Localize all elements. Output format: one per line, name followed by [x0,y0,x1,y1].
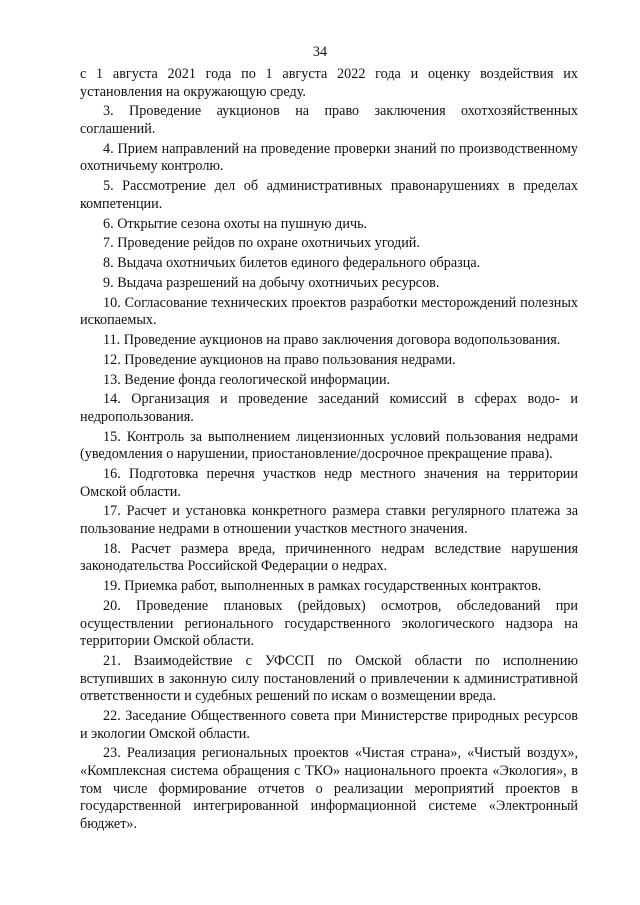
list-item-7: 7. Проведение рейдов по охране охотничьих угодий. [103,235,420,252]
list-item-17: 17. Расчет и установка конкретного размера ставки регулярного платежа за пользование недрами в отношении участков местного значения. [80,503,578,538]
list-item-11: 11. Проведение аукционов на право заключения договора водопользования. [103,332,561,348]
list-item-12: 12. Проведение аукционов на право пользования недрами. [103,351,456,368]
list-item-10: 10. Согласование технических проектов разработки месторождений полезных ископаемых. [80,294,578,329]
list-item-9: 9. Выдача разрешений на добычу охотничьих ресурсов. [103,274,440,291]
list-item-8: 8. Выдача охотничьих билетов единого федерального образца. [103,255,481,272]
list-item-3: 3. Проведение аукционов на право заключения охотхозяйственных соглашений. [80,103,578,137]
list-item-15: 15. Контроль за выполнением лицензионных условий пользования недрами (уведомления о нарушении, приостановление/досрочное прекращение права). [80,428,578,463]
list-item-6: 6. Открытие сезона охоты на пушную дичь. [103,215,368,232]
list-item-23: 23. Реализация региональных проектов «Чистая страна», «Чистый воздух», «Комплексная система обращения с ТКО» национального проекта «Экология», в том числе формирование отчетов о реализации мероприятий проектов в государственной интегрированной информационной системе «Электронный бюджет». [80,745,578,832]
list-item-14: 14. Организация и проведение заседаний комиссий в сферах водо- и недропользования. [80,391,578,425]
document-body [80,66,578,835]
list-item-13: 13. Ведение фонда геологической информации. [103,371,391,388]
list-item-19: 19. Приемка работ, выполненных в рамках государственных контрактов. [103,578,542,595]
list-item-22: 22. Заседание Общественного совета при Министерстве природных ресурсов и экологии Омской области. [80,707,578,742]
page-number: 34 [312,44,328,60]
list-item-4: 4. Прием направлений на проведение проверки знаний по производственному охотничьему контролю. [80,140,578,175]
paragraph-continuation: с 1 августа 2021 года по 1 августа 2022 года и оценку воздействия их установления на окружающую среду. [80,66,578,100]
list-item-20: 20. Проведение плановых (рейдовых) осмотров, обследований при осуществлении регионального государственного экологического надзора на территории Омской области. [80,598,578,650]
list-item-16: 16. Подготовка перечня участков недр местного значения на территории Омской области. [80,466,578,500]
list-item-18: 18. Расчет размера вреда, причиненного недрам вследствие нарушения законодательства Российской Федерации о недрах. [80,540,578,575]
list-item-21: 21. Взаимодействие с УФССП по Омской области по исполнению вступивших в законную силу постановлений о привлечении к административной ответственности и судебных решений по искам о возмещении вреда. [80,652,578,705]
list-item-5: 5. Рассмотрение дел об административных правонарушениях в пределах компетенции. [80,178,578,212]
